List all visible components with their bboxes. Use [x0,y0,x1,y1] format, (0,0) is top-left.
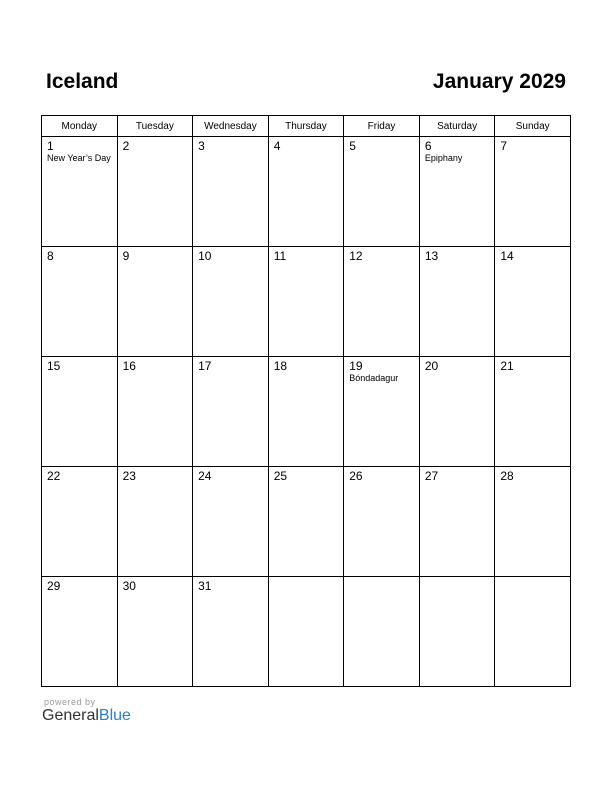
day-cell [193,247,269,357]
brand-blue-text: Blue [98,707,131,724]
weekday-header: Friday [344,116,420,137]
week-row [42,357,571,467]
day-cell [495,357,571,467]
day-number: 2 [122,139,130,153]
day-number: 7 [500,139,508,153]
weekday-header: Sunday [495,116,571,137]
day-number: 5 [349,139,356,153]
day-number: 27 [424,469,439,483]
day-number: 16 [122,359,136,373]
day-number: 31 [198,579,212,593]
day-cell [268,577,344,687]
day-cell [495,137,571,247]
day-cell [344,467,420,577]
day-cell [495,577,571,687]
day-number: 26 [349,469,363,483]
day-number: 19 [349,359,363,373]
day-number: 18 [273,359,288,373]
day-cell [268,137,344,247]
day-number [420,577,495,579]
holiday-label: Bóndadagur [349,373,399,383]
brand-general-text: General [42,707,99,724]
day-number: 30 [122,579,136,593]
day-number: 3 [198,139,205,153]
week-row [42,467,571,577]
day-cell [344,577,420,687]
day-number: 25 [273,469,288,483]
day-number: 4 [273,139,281,153]
day-cell [344,137,420,247]
week-row [42,577,571,687]
day-number: 21 [500,359,514,373]
weekday-header: Saturday [419,116,495,137]
month-calendar-grid [41,115,571,687]
day-cell [344,247,420,357]
country-title: Iceland [46,70,119,93]
day-number: 1 [47,139,54,153]
weekday-header-row [42,116,571,137]
day-cell [117,357,193,467]
day-cell [344,357,420,467]
day-cell [419,247,495,357]
day-number: 12 [349,249,363,263]
weekday-header: Monday [42,116,118,137]
weekday-header: Tuesday [117,116,193,137]
day-cell [193,357,269,467]
day-cell [419,577,495,687]
holiday-label: New Year’s Day [47,153,111,163]
day-number [495,577,570,579]
day-number: 29 [47,579,61,593]
generalblue-logo[interactable] [42,707,131,725]
day-number: 28 [500,469,514,483]
day-cell [419,467,495,577]
day-cell [495,467,571,577]
month-title: January 2029 [432,70,566,93]
day-cell [268,467,344,577]
day-number: 11 [273,249,287,263]
day-cell [419,357,495,467]
day-number: 9 [122,249,130,263]
day-number: 10 [198,249,212,263]
day-number: 13 [424,249,439,263]
day-number: 17 [198,359,212,373]
day-cell [117,137,193,247]
day-cell [42,357,118,467]
day-cell [117,577,193,687]
day-cell [193,467,269,577]
day-number: 20 [424,359,439,373]
day-cell [42,247,118,357]
day-cell [268,247,344,357]
week-row [42,247,571,357]
day-cell [193,577,269,687]
weekday-header: Wednesday [193,116,269,137]
day-cell [42,137,118,247]
day-cell [42,467,118,577]
calendar-header [42,70,570,100]
week-row [42,137,571,247]
day-number: 22 [47,469,61,483]
powered-by-text: powered by [44,697,96,707]
day-number [269,577,344,579]
day-number: 15 [47,359,61,373]
day-cell [495,247,571,357]
day-cell [419,137,495,247]
footer-branding [42,697,131,725]
day-number: 24 [198,469,212,483]
day-cell [117,467,193,577]
day-number: 6 [424,139,432,153]
day-cell [117,247,193,357]
day-number: 23 [122,469,136,483]
day-cell [268,357,344,467]
day-number: 14 [500,249,514,263]
day-number [344,577,419,579]
day-cell [42,577,118,687]
day-number: 8 [47,249,54,263]
day-cell [193,137,269,247]
weekday-header: Thursday [268,116,344,137]
holiday-label: Epiphany [424,153,463,163]
